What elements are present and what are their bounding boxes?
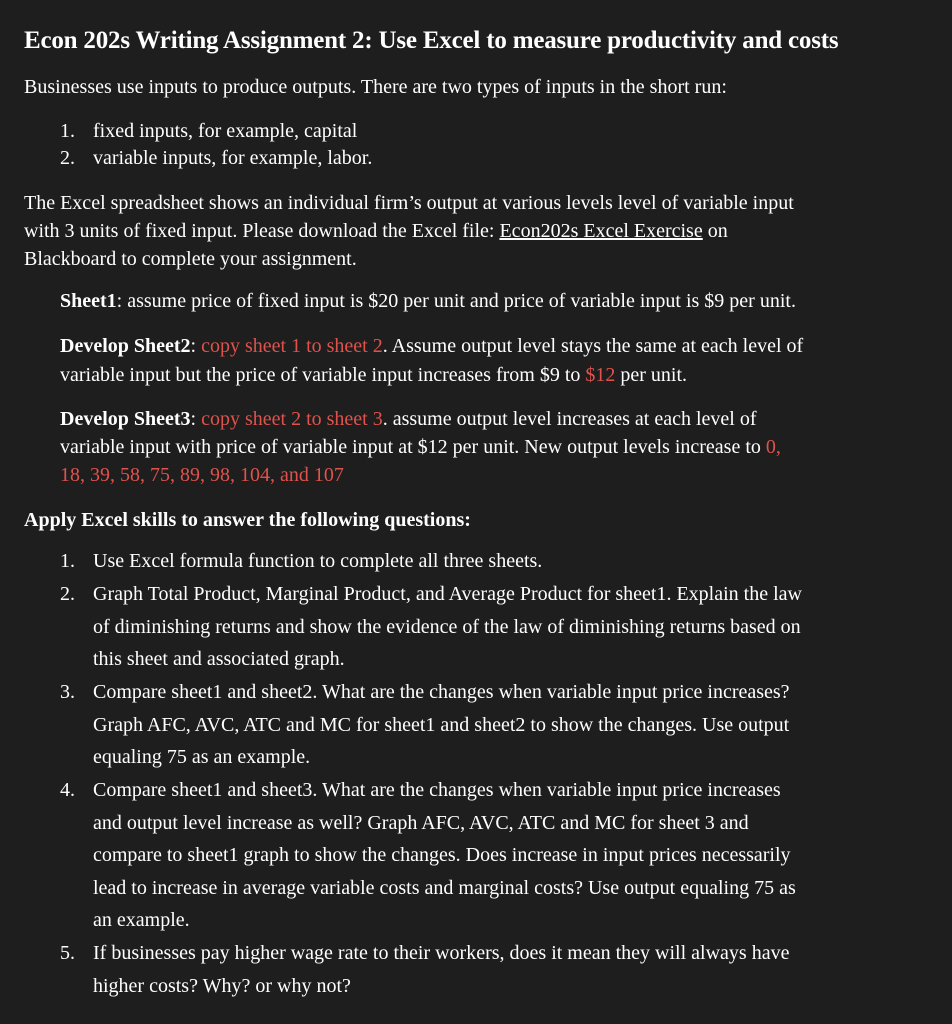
excel-paragraph-text: with 3 units of fixed input. Please download the Excel file:	[24, 220, 500, 242]
question-line: of diminishing returns and show the evidence of the law of diminishing returns based on	[93, 616, 801, 638]
list-number: 1.	[60, 120, 75, 142]
question-line: equaling 75 as an example.	[93, 746, 311, 768]
sheet2-line	[60, 333, 803, 359]
excel-paragraph-line: Blackboard to complete your assignment.	[24, 248, 357, 270]
intro-text: Businesses use inputs to produce outputs. There are two types of inputs in the short run:	[24, 76, 727, 98]
list-item: variable inputs, for example, labor.	[93, 147, 373, 169]
list-number: 2.	[60, 147, 75, 169]
excel-paragraph-line	[24, 218, 728, 244]
sheet2-colon: :	[190, 335, 202, 357]
question-line: an example.	[93, 909, 190, 931]
question-line: lead to increase in average variable costs and marginal costs? Use output equaling 75 as	[93, 877, 796, 899]
sheet1-label: Sheet1	[60, 290, 117, 312]
question-line: higher costs? Why? or why not?	[93, 975, 351, 997]
questions-heading: Apply Excel skills to answer the following questions:	[24, 509, 471, 531]
excel-file-link[interactable]: Econ202s Excel Exercise	[499, 220, 703, 242]
question-number: 2.	[60, 583, 75, 605]
question-line: If businesses pay higher wage rate to their workers, does it mean they will always have	[93, 942, 790, 964]
excel-paragraph-text: on	[702, 220, 728, 242]
sheet3-label: Develop Sheet3	[60, 408, 191, 430]
question-line: Compare sheet1 and sheet2. What are the changes when variable input price increases?	[93, 681, 790, 703]
sheet2-text: variable input but the price of variable input increases from $9 to	[60, 364, 586, 386]
question-number: 1.	[60, 550, 75, 572]
question-line: Graph Total Product, Marginal Product, and Average Product for sheet1. Explain the law	[93, 583, 802, 605]
list-item: fixed inputs, for example, capital	[93, 120, 358, 142]
question-line: Use Excel formula function to complete all three sheets.	[93, 550, 543, 572]
question-line: this sheet and associated graph.	[93, 648, 345, 670]
sheet3-text: . assume output level increases at each level of	[382, 408, 757, 430]
sheet2-text: per unit.	[615, 364, 688, 386]
question-number: 4.	[60, 779, 75, 801]
sheet3-highlight: copy sheet 2 to sheet 3	[201, 408, 383, 430]
sheet2-text: . Assume output level stays the same at each level of	[382, 335, 804, 357]
sheet3-text: variable input with price of variable input at $12 per unit. New output levels increase to	[60, 436, 766, 458]
question-line: Graph AFC, AVC, ATC and MC for sheet1 and sheet2 to show the changes. Use output	[93, 714, 790, 736]
question-line: and output level increase as well? Graph AFC, AVC, ATC and MC for sheet 3 and	[93, 812, 749, 834]
question-number: 3.	[60, 681, 75, 703]
sheet3-output-levels: 18, 39, 58, 75, 89, 98, 104, and 107	[60, 464, 344, 486]
question-line: Compare sheet1 and sheet3. What are the changes when variable input price increases	[93, 779, 781, 801]
sheet3-line	[60, 434, 781, 460]
excel-paragraph-line: The Excel spreadsheet shows an individual firm’s output at various levels level of variable input	[24, 192, 794, 214]
document-title: Econ 202s Writing Assignment 2: Use Excel to measure productivity and costs	[24, 27, 839, 54]
sheet3-line	[60, 406, 756, 432]
sheet3-output-highlight: 0,	[765, 436, 781, 458]
sheet2-line	[60, 362, 687, 388]
sheet3-colon: :	[190, 408, 202, 430]
question-line: compare to sheet1 graph to show the changes. Does increase in input prices necessarily	[93, 844, 791, 866]
sheet2-label: Develop Sheet2	[60, 335, 191, 357]
sheet1-text: : assume price of fixed input is $20 per unit and price of variable input is $9 per unit.	[116, 290, 796, 312]
question-number: 5.	[60, 942, 75, 964]
sheet2-highlight: copy sheet 1 to sheet 2	[201, 335, 383, 357]
sheet1-instruction	[60, 288, 796, 314]
sheet2-price-highlight: $12	[585, 364, 616, 386]
